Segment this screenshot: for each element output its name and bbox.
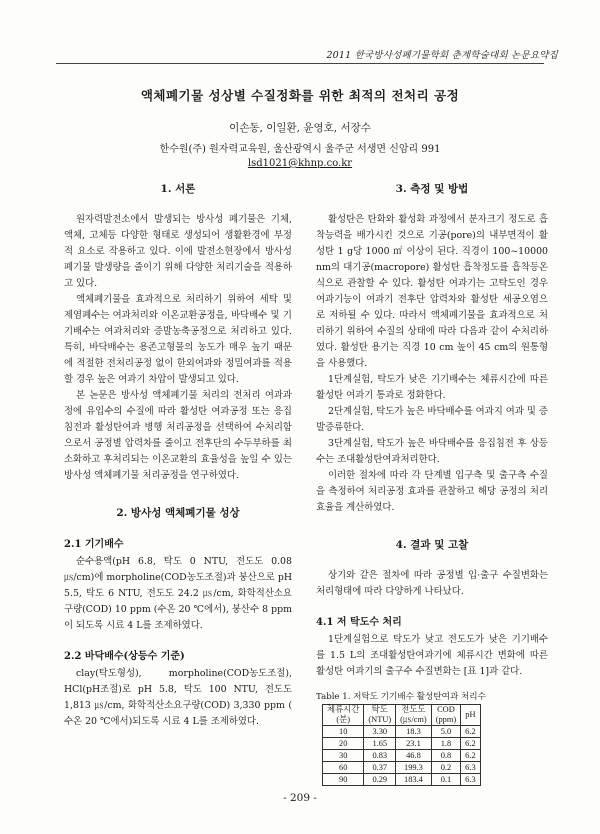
- table-cell: 3.30: [364, 726, 396, 738]
- table-header-row: [323, 705, 481, 726]
- data-table: [322, 704, 481, 786]
- methods-paragraph: 활성탄은 탄화와 활성화 과정에서 분자크기 정도로 흡착능력을 배가시킨 것으로 기공(pore)의 내부면적이 활성탄 1 g당 1000 ㎡ 이상이 된다. 직경이 100~10000 nm의 대기공(macropore) 활성탄 흡착정도를 흡착등온식으로 관찰할 수 있다. 활성탄 여과기는 고탁도인 경우 여과기능이 여과기 전후단 압력차와 활성탄 세공오염으로 저하될 수 있다. 따라서 액체폐기물을 효과적으로 처리하기 위하여 수질의 상태에 따라 다음과 같이 수처리하였다. 활성탄 용기는 직경 10 cm 높이 45 cm의 원통형을 사용했다.: [316, 214, 548, 369]
- col-header-conductivity: 전도도 (㎲/cm): [396, 705, 432, 726]
- table-caption: Table 1. 저탁도 기기배수 활성탄여과 처리수: [316, 692, 486, 702]
- col-header-cod: COD (ppm): [431, 705, 460, 726]
- intro-paragraph: 원자력발전소에서 발생되는 방사성 폐기물은 기체, 액체, 고체등 다양한 형태로 생성되어 생활환경에 부정적 요소로 작용하고 있다. 이에 발전소현장에서 방사성 폐기물 발생량을 줄이기 위해 다양한 처리기술을 적용하고 있다.: [64, 214, 292, 289]
- intro-paragraph: 액체폐기물을 효과적으로 처리하기 위하여 세탁 및 제염폐수는 여과처리와 이온교환공정을, 바닥배수 및 기기배수는 여과처리와 증발농축공정으로 처리하고 있다. 특히, 바닥배수는 용존고형물의 농도가 매우 높기 때문에 적절한 전처리공정 없이 한외여과와 정밀여과를 적용할 경우 높은 여과기 차압이 발생되고 있다.: [64, 294, 292, 385]
- table-cell: 1.65: [364, 738, 396, 750]
- authors: 이손동, 이일환, 윤영호, 서장수: [229, 122, 371, 134]
- header-rule: [56, 63, 544, 64]
- results-paragraph: 상기와 같은 절차에 따라 공정별 입·출구 수질변화는 처리형태에 따라 다양하게 나타났다.: [316, 570, 548, 597]
- table-cell: 183.4: [396, 774, 432, 786]
- intro-paragraph: 본 논문은 방사성 액체폐기물 처리의 전처리 여과과정에 유입수의 수질에 따라 활성탄 여과공정 또는 응집침전과 활성탄여과 병행 처리공정을 선택하여 수처리함으로서 공정별 압력차를 줄이고 전후단의 수두부하를 최소화하고 후처리되는 이온교환의 효율성을 높일 수 있는 방사성 액체폐기물 처리공정을 연구하였다.: [64, 390, 292, 481]
- affiliation: 한수원(주) 원자력교육원, 울산광역시 울주군 서생면 신암리 991: [159, 144, 441, 155]
- section-results-heading: 4. 결과 및 고찰: [395, 539, 469, 551]
- table-cell: 5.0: [431, 726, 460, 738]
- table-cell: 20: [323, 738, 364, 750]
- journal-header: 2011 한국방사성폐기물학회 춘계학술대회 논문요약집: [326, 50, 558, 61]
- subsection-4-1-text: 1단계실험으로 탁도가 낮고 전도도가 낮은 기기배수를 1.5 L의 조대활성탄여과기에 체류시간 변화에 따른 활성탄 여과기의 출구수 수질변화는 [표 1]과 같다.: [316, 634, 548, 677]
- table-row: [323, 762, 481, 774]
- table-cell: 0.83: [364, 750, 396, 762]
- right-column: [316, 180, 548, 786]
- table-cell: 90: [323, 774, 364, 786]
- table-cell: 0.37: [364, 762, 396, 774]
- page-number: - 209 -: [283, 792, 317, 804]
- subsection-4-1-heading: 4.1 저 탁도수 처리: [316, 617, 402, 628]
- left-column: [64, 180, 292, 730]
- table-cell: 1.8: [431, 738, 460, 750]
- methods-paragraph: 2단계실험, 탁도가 높은 바닥배수를 여과지 여과 및 증발증류한다.: [316, 406, 548, 433]
- table-cell: 6.2: [461, 750, 480, 762]
- table-cell: 10: [323, 726, 364, 738]
- table-cell: 23.1: [396, 738, 432, 750]
- section-intro-heading: 1. 서론: [160, 183, 196, 195]
- subsection-2-2-heading: 2.2 바닥배수(상등수 기준): [64, 651, 185, 662]
- subsection-2-2-text: clay(탁도형성), morpholine(COD농도조절), HCl(pH조절)로 pH 5.8, 탁도 100 NTU, 전도도 1,813 ㎲/cm, 화학적산소요구량(COD) 3,330 ppm ( 수온 20 ℃에서)되도록 시료 4 L를 조제하였다.: [64, 668, 292, 727]
- table-cell: 6.3: [461, 774, 480, 786]
- col-header-turbidity: 탁도 (NTU): [364, 705, 396, 726]
- email: [0, 158, 600, 169]
- email-link[interactable]: lsd1021@khnp.co.kr: [247, 158, 353, 169]
- table-cell: 0.1: [431, 774, 460, 786]
- table-cell: 199.3: [396, 762, 432, 774]
- table-cell: 46.8: [396, 750, 432, 762]
- table-cell: 60: [323, 762, 364, 774]
- table-cell: 0.2: [431, 762, 460, 774]
- table-cell: 6.2: [461, 726, 480, 738]
- methods-paragraph: 1단계실험, 탁도가 낮은 기기배수는 체류시간에 따른 활성탄 여과기 통과로 정화한다.: [316, 374, 548, 401]
- table-cell: 18.3: [396, 726, 432, 738]
- table-row: [323, 750, 481, 762]
- col-header-retention-time: 체류시간 (분): [323, 705, 364, 726]
- table-row: [323, 774, 481, 786]
- col-header-ph: pH: [461, 705, 480, 726]
- methods-paragraph: 이러한 절차에 따라 각 단계별 입구측 및 출구측 수질을 측정하여 처리공정 효과를 관찰하고 해당 공정의 처리효율을 계산하였다.: [316, 470, 548, 513]
- table-cell: 6.2: [461, 738, 480, 750]
- subsection-2-1-heading: 2.1 기기배수: [64, 539, 124, 550]
- table-row: [323, 726, 481, 738]
- paper-title: 액체폐기물 성상별 수질정화를 위한 최적의 전처리 공정: [140, 88, 460, 103]
- section-properties-heading: 2. 방사성 액체폐기물 성상: [116, 507, 240, 519]
- section-methods-heading: 3. 측정 및 방법: [395, 183, 469, 195]
- methods-paragraph: 3단계실험, 탁도가 높은 바닥배수를 응집침전 후 상등수는 조대활성탄여과처리한다.: [316, 438, 548, 465]
- subsection-2-1-text: 순수용액(pH 6.8, 탁도 0 NTU, 전도도 0.08 ㎲/cm)에 morpholine(COD농도조절)과 붕산으로 pH 5.5, 탁도 6 NTU, 전도도 24.2 ㎲/cm, 화학적산소요구량(COD) 10 ppm (수온 20 ℃에서), 붕산수 8 ppm이 되도록 시료 4 L를 조제하였다.: [64, 556, 292, 631]
- table-cell: 6.3: [461, 762, 480, 774]
- table-cell: 30: [323, 750, 364, 762]
- table-cell: 0.8: [431, 750, 460, 762]
- table-cell: 0.29: [364, 774, 396, 786]
- table-row: [323, 738, 481, 750]
